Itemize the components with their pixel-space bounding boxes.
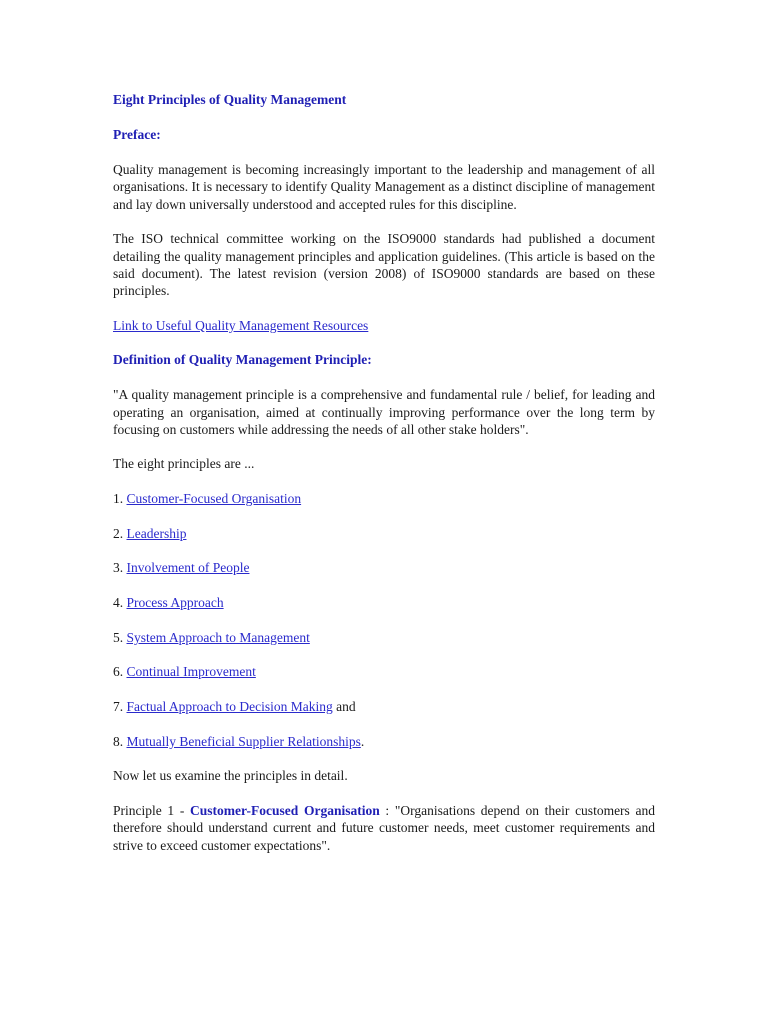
principle-link-system-approach[interactable]: System Approach to Management (126, 629, 310, 645)
list-item (113, 698, 655, 715)
principle-link-continual-improvement[interactable]: Continual Improvement (126, 664, 256, 680)
list-number: 4. (113, 594, 127, 610)
list-item (113, 663, 655, 680)
preface-paragraph-1: Quality management is becoming increasingly important to the leadership and management of all organisations. It is necessary to identify Quality Management as a distinct discipline of management and lay down universally understood and accepted rules for this discipline. (113, 162, 655, 212)
definition-paragraph: "A quality management principle is a comprehensive and fundamental rule / belief, for leading and operating an organisation, aimed at continually improving performance over the long term by focusing on customers while addressing the needs of all other stake holders". (113, 387, 655, 438)
list-item (113, 490, 655, 507)
principle-1-name: Customer-Focused Organisation (190, 802, 380, 818)
list-item (113, 629, 655, 646)
principle-link-process-approach[interactable]: Process Approach (126, 594, 224, 610)
principle-link-involvement[interactable]: Involvement of People (126, 560, 250, 576)
list-number: 2. (113, 525, 127, 541)
list-number: 8. (113, 733, 127, 749)
principles-list (113, 490, 655, 750)
principle-link-factual-approach[interactable]: Factual Approach to Decision Making (126, 699, 333, 714)
list-number: 1. (113, 490, 127, 506)
principle-1-quote: "Organisations depend on their customers and therefore should understand current and future customer needs, meet customer requirements and strive to exceed customer expectations". (113, 802, 655, 853)
list-number: 5. (113, 629, 127, 645)
principle-1-paragraph (113, 802, 655, 854)
examine-paragraph: Now let us examine the principles in detail. (113, 768, 348, 784)
principle-1-separator: : (379, 802, 395, 818)
preface-heading: Preface: (113, 127, 161, 142)
resources-link-paragraph (113, 317, 655, 334)
document-title: Eight Principles of Quality Management (113, 92, 347, 107)
list-suffix: . (360, 733, 365, 749)
list-number: 6. (113, 664, 127, 680)
list-item (113, 733, 655, 750)
list-item (113, 594, 655, 611)
document-page (113, 91, 655, 871)
list-suffix: and (332, 699, 356, 714)
principle-1-prefix: Principle 1 - (113, 802, 191, 818)
resources-link[interactable]: Link to Useful Quality Management Resources (113, 317, 369, 333)
preface-paragraph-2: The ISO technical committee working on the ISO9000 standards had published a document detailing the quality management principles and application guidelines. (This article is based on the said document). The latest revision (version 2008) of ISO9000 standards are based on these principles. (113, 231, 655, 299)
principle-link-leadership[interactable]: Leadership (126, 525, 187, 541)
list-number: 3. (113, 560, 127, 576)
principle-link-customer-focus[interactable]: Customer-Focused Organisation (126, 490, 302, 506)
list-item (113, 525, 655, 542)
list-number: 7. (113, 699, 127, 714)
list-item (113, 559, 655, 576)
definition-heading: Definition of Quality Management Principle: (113, 352, 372, 368)
principle-link-supplier-relationships[interactable]: Mutually Beneficial Supplier Relationships (126, 733, 361, 749)
intro-paragraph: The eight principles are ... (113, 456, 255, 472)
